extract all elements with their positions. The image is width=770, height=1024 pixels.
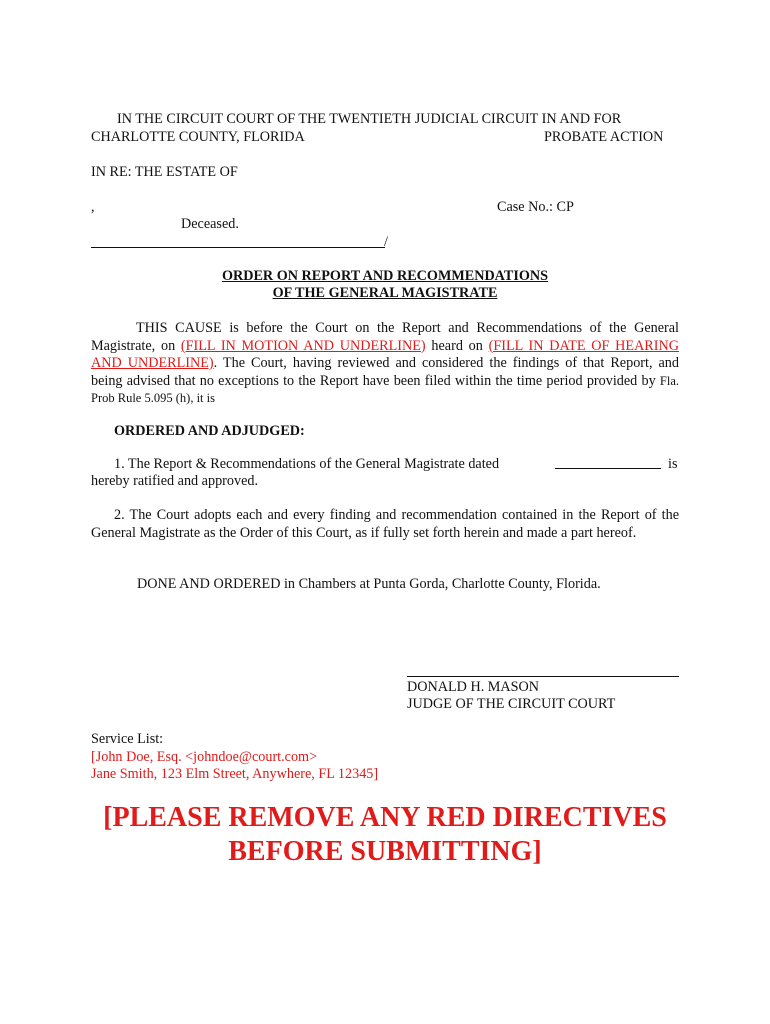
item1-continuation: hereby ratified and approved. — [91, 473, 259, 489]
action-type: PROBATE ACTION — [544, 129, 664, 145]
in-re-label: IN RE: THE ESTATE OF — [91, 164, 238, 180]
ordered-heading: ORDERED AND ADJUDGED: — [114, 423, 305, 439]
case-number: Case No.: CP — [497, 199, 574, 215]
cause-text-b: heard on — [425, 337, 489, 354]
motion-directive: (FILL IN MOTION AND UNDERLINE) — [180, 337, 426, 354]
service-entry-1: [John Doe, Esq. <johndoe@court.com> — [91, 749, 318, 765]
estate-name-blank: , — [91, 199, 95, 215]
item2-paragraph: 2. The Court adopts each and every finding and recommendation contained in the Report of the General Magistrate as the Order of this Court, as if fully set forth herein and made a part hereof. — [91, 507, 679, 541]
rule-citation: Fla. Prob Rule 5.095 (h) — [91, 373, 679, 405]
judge-name: DONALD H. MASON — [407, 679, 540, 695]
cause-paragraph — [91, 320, 679, 408]
item1-text: 1. The Report & Recommendations of the General Magistrate dated — [114, 456, 500, 472]
signature-line — [407, 676, 679, 677]
report-date-blank — [555, 468, 661, 469]
cause-text-a: THIS CAUSE is before the Court on the Report and Recommendations of the General Magistrate, on — [91, 320, 679, 354]
cause-text-c: . The Court, having reviewed and considered the findings of that Report, and being advised that no exceptions to the Report have been filed within the time period provided by — [91, 355, 679, 389]
cause-text-d: , it is — [190, 391, 215, 405]
service-list-label: Service List: — [91, 731, 164, 747]
court-header-line1: IN THE CIRCUIT COURT OF THE TWENTIETH JUDICIAL CIRCUIT IN AND FOR — [117, 111, 622, 127]
order-title-line1: ORDER ON REPORT AND RECOMMENDATIONS — [221, 268, 549, 284]
order-title-line2: OF THE GENERAL MAGISTRATE — [272, 285, 498, 301]
done-and-ordered: DONE AND ORDERED in Chambers at Punta Gorda, Charlotte County, Florida. — [137, 576, 601, 592]
deceased-label: Deceased. — [181, 216, 239, 232]
caption-underline — [91, 247, 385, 248]
red-directive-banner-line1: [PLEASE REMOVE ANY RED DIRECTIVES — [103, 802, 667, 833]
red-directive-banner-line2: BEFORE SUBMITTING] — [228, 836, 542, 867]
court-header-line2: CHARLOTTE COUNTY, FLORIDA — [91, 129, 305, 145]
service-entry-2: Jane Smith, 123 Elm Street, Anywhere, FL 12345] — [91, 766, 379, 782]
judge-title: JUDGE OF THE CIRCUIT COURT — [407, 696, 616, 712]
caption-slash: / — [384, 234, 388, 250]
item1-is: is — [668, 456, 678, 472]
hearing-date-directive: (FILL IN DATE OF HEARING AND UNDERLINE) — [91, 337, 679, 371]
